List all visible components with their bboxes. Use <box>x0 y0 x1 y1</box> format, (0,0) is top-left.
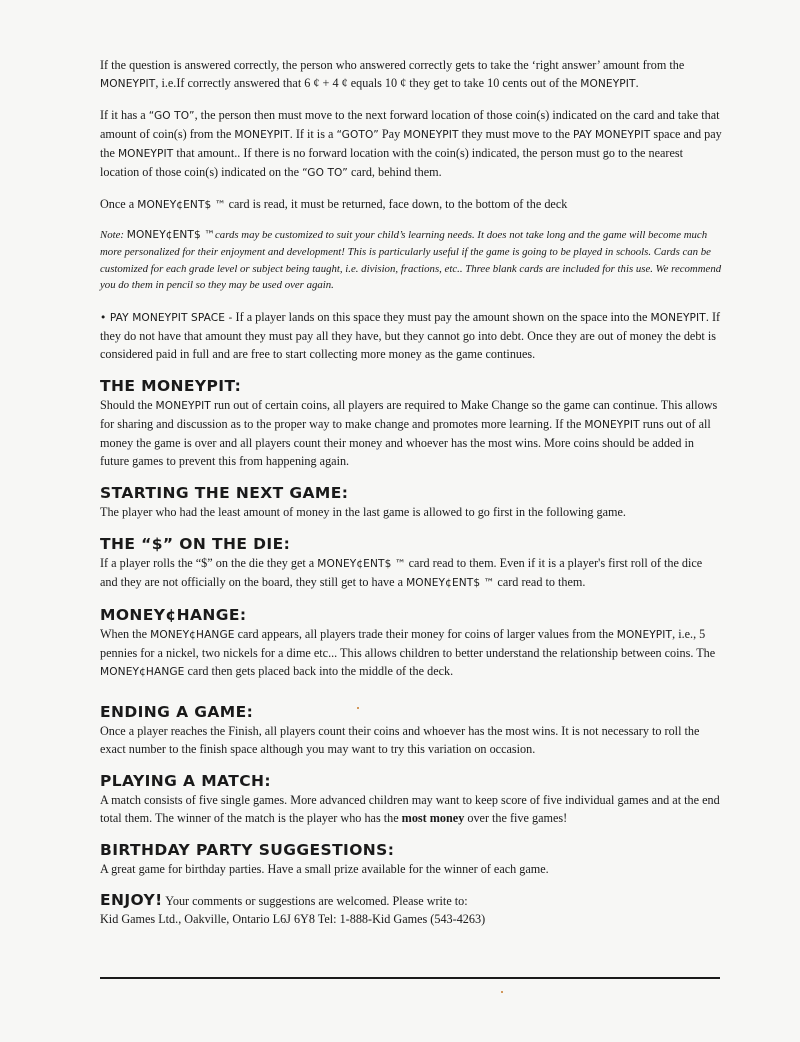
most-money-emphasis: most money <box>401 811 465 826</box>
moneypit-term: MONEYPIT <box>117 148 174 160</box>
moneychange-paragraph: When the MONEY¢HANGE card appears, all players trade their money for coins of larger values from the MONEYPIT, i.e., 5 pennies for a nickel, two nickels for a dime etc... This allows children to better understand the relationship between coins. The MONEY¢HANGE card then gets placed back into the middle of the deck. <box>100 627 716 679</box>
moneypit-term: MONEYPIT <box>616 629 673 642</box>
match-paragraph: A match consists of five single games. More advanced children may want to keep score of five individual games and at the end total them. The winner of the match is the player who has the most money over the five games! <box>100 793 720 826</box>
rules-page <box>100 56 722 928</box>
moneychange-term: MONEY¢HANGE <box>150 629 235 642</box>
customization-note: Note: MONEY¢ENT$ ™cards may be customized to suit your child’s learning needs. It does not take long and the game will become much more personalized for their enjoyment and development! This is particularly useful if the game is going to be played in schools. Cards can be customized for each grade level or subject being taught, i.e. division, fractions, etc.. Three blank cards are included for this use. We recommend you do them in pencil so they may be used over again. <box>100 229 722 292</box>
enjoy-heading: ENJOY! <box>100 891 163 910</box>
moneycents-term: MONEY¢ENT$ ™ <box>317 558 406 571</box>
moneycents-term: MONEY¢ENT$ ™ <box>126 229 216 241</box>
ink-speck <box>357 707 359 709</box>
birthday-heading: BIRTHDAY PARTY SUGGESTIONS: <box>100 841 395 860</box>
starting-paragraph: The player who had the least amount of money in the last game is allowed to go first in the following game. <box>100 505 626 520</box>
moneychange-heading: MONEY¢HANGE: <box>100 606 247 625</box>
starting-heading: STARTING THE NEXT GAME: <box>100 484 349 503</box>
moneypit-term: MONEYPIT <box>594 129 651 141</box>
pay-term: PAY <box>572 129 592 141</box>
moneypit-paragraph: Should the MONEYPIT run out of certain coins, all players are required to Make Change so the game can continue. This allows for sharing and discussion as to the proper way to make change and promotes more learning. If the MONEYPIT runs out of all money the game is over and all players count their money and whoever has the most wins. More coins should be added in future games to prevent this from happening again. <box>100 398 718 469</box>
die-paragraph: If a player rolls the “$” on the die they get a MONEY¢ENT$ ™ card read to them. Even if it is a player's first roll of the dice and they are not officially on the board, they still get to have a MONEY¢ENT$ ™ card read to them. <box>100 556 703 590</box>
contact-address: Kid Games Ltd., Oakville, Ontario L6J 6Y8 Tel: 1-888-Kid Games (543-4263) <box>100 912 486 927</box>
enjoy-paragraph: ENJOY! Your comments or suggestions are welcomed. Please write to: <box>100 891 468 910</box>
right-answer-paragraph: If the question is answered correctly, the person who answered correctly gets to take the ‘right answer’ amount from the MONEYPIT, i.e.If correctly answered that 6 ¢ + 4 ¢ equals 10 ¢ they get to take 10 cents out of the MONEYPIT. <box>100 58 685 90</box>
match-heading: PLAYING A MATCH: <box>100 772 271 791</box>
bottom-rule <box>100 977 720 979</box>
moneypit-term: MONEYPIT <box>234 129 290 141</box>
go-to-paragraph: If it has a “GO TO”, the person then must move to the next forward location of those coin(s) indicated on the card and take that amount of coin(s) from the MONEYPIT. If it is a “GOTO” Pay MONEYPIT they must move to the PAY MONEYPIT space and pay the MONEYPIT that amount.. If there is no forward location with the coin(s) indicated, the person must go to the nearest location of those coin(s) indicated on the “GO TO” card, behind them. <box>100 108 722 179</box>
moneypit-term: MONEYPIT <box>155 400 211 413</box>
goto-term: “GOTO” <box>336 129 379 141</box>
moneypit-term: MONEYPIT <box>580 78 636 90</box>
birthday-paragraph: A great game for birthday parties. Have a small prize available for the winner of each game. <box>100 862 549 877</box>
moneypit-term: MONEYPIT <box>403 129 459 141</box>
moneypit-term: MONEYPIT <box>650 312 706 325</box>
go-to-term: “GO TO” <box>302 167 348 179</box>
moneycents-term: MONEY¢ENT$ ™ <box>137 199 226 211</box>
moneycents-term: MONEY¢ENT$ ™ <box>406 577 495 590</box>
moneypit-heading: THE MONEYPIT: <box>100 377 242 396</box>
moneychange-term: MONEY¢HANGE <box>100 666 185 679</box>
go-to-term: “GO TO” <box>148 110 195 122</box>
ending-heading: ENDING A GAME: <box>100 703 254 722</box>
ink-speck <box>501 991 503 993</box>
moneypit-term: MONEYPIT <box>100 78 156 90</box>
pay-moneypit-space-paragraph: • PAY MONEYPIT SPACE - If a player lands on this space they must pay the amount shown on the space into the MONEYPIT. If they do not have that amount they must pay all they have, but they cannot go into debt. Once they are out of money the debt is considered paid in full and are free to start collecting more money as the game continues. <box>100 310 721 362</box>
card-return-paragraph: Once a MONEY¢ENT$ ™ card is read, it must be returned, face down, to the bottom of the deck <box>100 197 568 211</box>
pay-moneypit-space-term: • PAY MONEYPIT SPACE - <box>100 312 233 325</box>
ending-paragraph: Once a player reaches the Finish, all players count their coins and whoever has the most wins. It is not necessary to roll the exact number to the finish space although you may want to try this variation on occasion. <box>100 724 700 757</box>
moneypit-term: MONEYPIT <box>584 419 640 432</box>
die-heading: THE “$” ON THE DIE: <box>100 535 291 554</box>
